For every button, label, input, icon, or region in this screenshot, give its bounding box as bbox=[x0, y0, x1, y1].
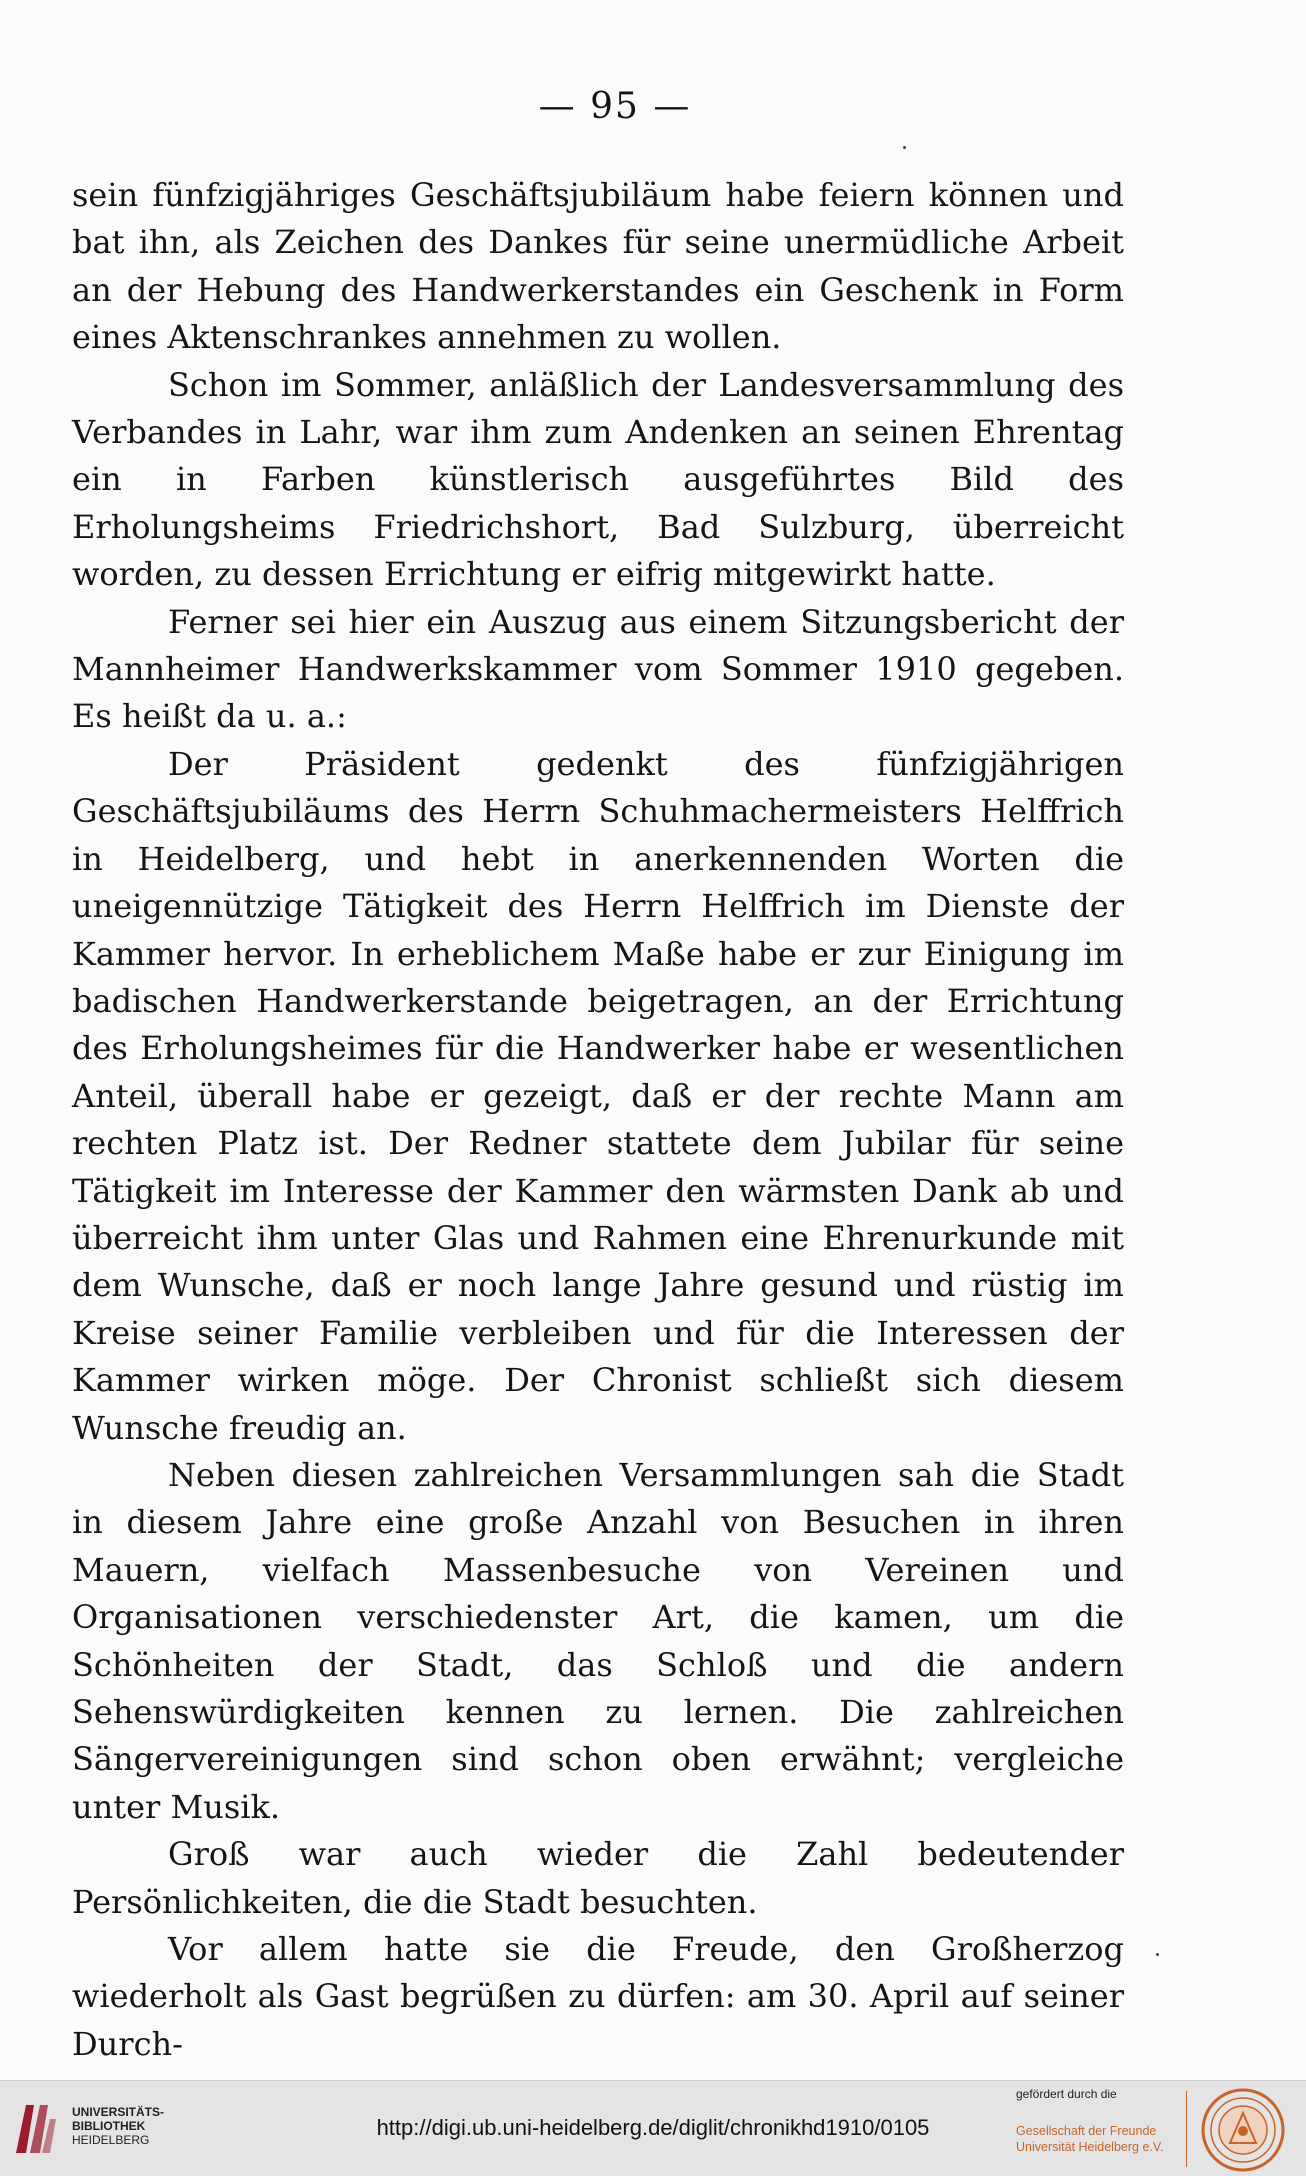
library-name-line: HEIDELBERG bbox=[72, 2133, 150, 2147]
university-seal-icon[interactable] bbox=[1200, 2087, 1286, 2173]
funded-by-label: gefördert durch die bbox=[1016, 2087, 1117, 2101]
body-text bbox=[72, 172, 1124, 2068]
library-name-line: BIBLIOTHEK bbox=[72, 2119, 146, 2133]
scan-speck bbox=[903, 146, 906, 149]
page-number: — 95 — bbox=[538, 86, 692, 127]
paragraph-4-quote: Der Präsident gedenkt des fünfzigjährigen Geschäftsjubiläums des Herrn Schuhmachermeisters Helffrich in Heidelberg, und hebt in anerkennenden Worten die uneigennützige Tätigkeit des Herrn Helffrich im Dienste der Kammer hervor. In erheblichem Maße habe er zur Einigung im badischen Handwerkerstande beigetragen, an der Errichtung des Erholungsheimes für die Handwerker habe er wesentlichen Anteil, überall habe er gezeigt, daß er der rechte Mann am rechten Platz ist. Der Redner stattete dem Jubilar für seine Tätigkeit im Interesse der Kammer den wärmsten Dank ab und überreicht ihm unter Glas und Rahmen eine Ehrenurkunde mit dem Wunsche, daß er noch lange Jahre gesund und rüstig im Kreise seiner Familie verbleiben und für die Interessen der Kammer wirken möge. Der Chronist schließt sich diesem Wunsche freudig an. bbox=[72, 744, 1124, 1447]
scan-speck bbox=[1156, 1953, 1159, 1956]
funder-name[interactable] bbox=[1016, 2123, 1186, 2155]
paragraph-6: Groß war auch wieder die Zahl bedeutender Persönlichkeiten, die die Stadt besuchten. bbox=[72, 1835, 1124, 1921]
paragraph-1: sein fünfzigjähriges Geschäftsjubiläum habe feiern können und bat ihn, als Zeichen des Dankes für seine unermüdliche Arbeit an der Hebung des Handwerkerstandes ein Geschenk in Form eines Aktenschrankes annehmen zu wollen. bbox=[72, 176, 1124, 357]
funding-note bbox=[1016, 2087, 1186, 2155]
paragraph-2: Schon im Sommer, anläßlich der Landesversammlung des Verbandes in Lahr, war ihm zum Andenken an seinen Ehrentag ein in Farben künstlerisch ausgeführtes Bild des Erholungsheims Friedrichshort, Bad Sulzburg, überreicht worden, zu dessen Errichtung er eifrig mitgewirkt hatte. bbox=[72, 365, 1124, 594]
viewer-footer bbox=[0, 2080, 1306, 2176]
paragraph-7: Vor allem hatte sie die Freude, den Großherzog wiederholt als Gast begrüßen zu dürfen: am 30. April auf seiner Durch- bbox=[72, 1930, 1124, 2063]
permalink-url[interactable]: http://digi.ub.uni-heidelberg.de/diglit/chronikhd1910/0105 bbox=[376, 2115, 930, 2140]
footer-divider bbox=[1186, 2091, 1187, 2167]
funder-line: Gesellschaft der Freunde bbox=[1016, 2124, 1157, 2138]
library-name-line: UNIVERSITÄTS- bbox=[72, 2105, 165, 2119]
funder-line: Universität Heidelberg e.V. bbox=[1016, 2140, 1164, 2154]
paragraph-5: Neben diesen zahlreichen Versammlungen sah die Stadt in diesem Jahre eine große Anzahl von Besuchen in ihren Mauern, vielfach Massenbesuche von Vereinen und Organisationen verschiedenster Art, die kamen, um die Schönheiten der Stadt, das Schloß und die andern Sehenswürdigkeiten kennen zu lernen. Die zahlreichen Sängervereinigungen sind schon oben erwähnt; vergleiche unter Musik. bbox=[72, 1455, 1124, 1826]
paragraph-3: Ferner sei hier ein Auszug aus einem Sitzungsbericht der Mannheimer Handwerkskammer vom Sommer 1910 gegeben. Es heißt da u. a.: bbox=[72, 602, 1124, 736]
